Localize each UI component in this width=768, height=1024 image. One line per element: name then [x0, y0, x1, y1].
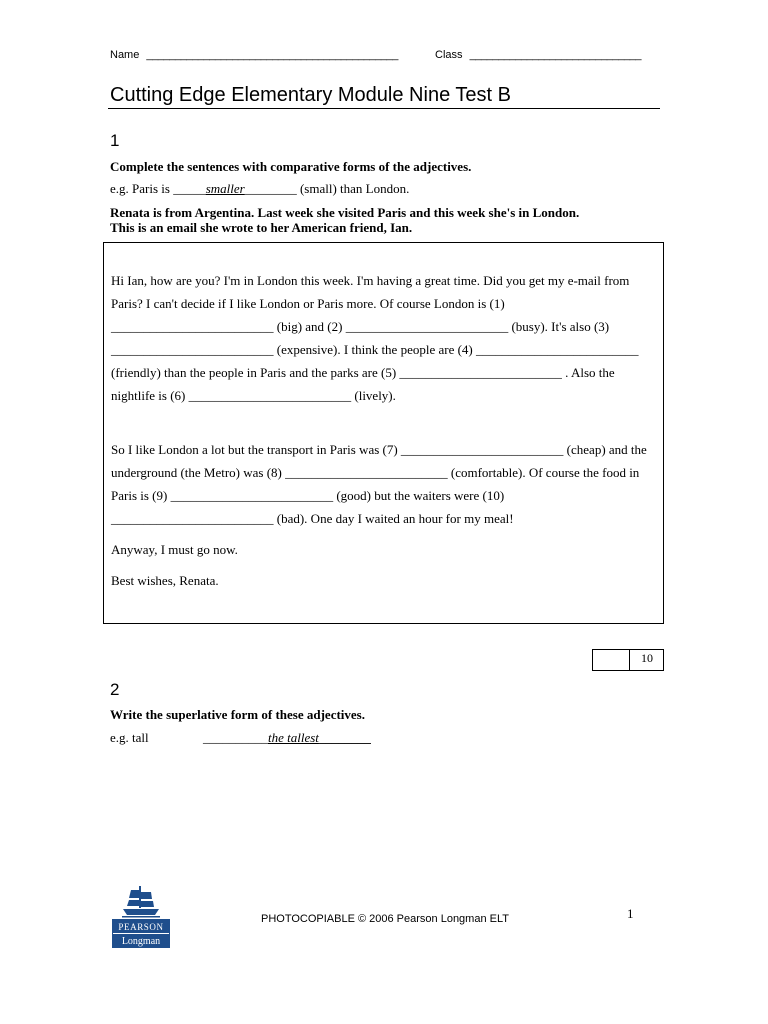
superlative-answer: the tallest	[268, 730, 319, 745]
pearson-longman-logo	[112, 884, 170, 948]
class-field	[435, 49, 641, 61]
name-line: ____________________________________________	[146, 49, 398, 61]
example-suffix: ________ (small) than London.	[244, 181, 410, 196]
section-1-example	[110, 181, 409, 197]
context-line-2: This is an email she wrote to her American friend, Ian.	[110, 220, 413, 235]
title-rule	[108, 108, 660, 109]
name-field	[110, 49, 398, 61]
score-divider	[629, 650, 630, 670]
section-2-example-label: e.g. tall	[110, 730, 149, 745]
name-label: Name	[110, 49, 140, 61]
score-value: 10	[641, 651, 653, 665]
email-paragraph-2: So I like London a lot but the transport in Paris was (7) _________________________ (cheap) and the underground (the Metro) was (8) _________________________ (comfortable). Of course the food in Paris is (9) _________________________ (good) but the waiters were (10) _________________________ (bad). One day I waited an hour for my meal!	[111, 442, 647, 527]
page-number: 1	[627, 906, 634, 921]
superlative-prefix: __________	[203, 730, 268, 745]
example-answer: smaller	[205, 181, 245, 196]
email-paragraph-4: Best wishes, Renata.	[111, 573, 219, 588]
section-2-number: 2	[110, 680, 120, 699]
email-box	[103, 242, 664, 624]
section-2-example	[203, 730, 371, 746]
example-prefix: e.g. Paris is _____	[110, 181, 206, 196]
ship-icon	[112, 884, 170, 948]
copyright-notice: PHOTOCOPIABLE © 2006 Pearson Longman ELT	[261, 913, 509, 925]
context-line-1: Renata is from Argentina. Last week she visited Paris and this week she's in London.	[110, 205, 580, 220]
email-paragraph-3: Anyway, I must go now.	[111, 542, 238, 557]
section-2-instruction: Write the superlative form of these adjectives.	[110, 707, 365, 722]
class-line: ______________________________	[469, 49, 642, 61]
page-title: Cutting Edge Elementary Module Nine Test B	[110, 84, 511, 106]
score-box	[592, 649, 664, 671]
email-paragraph-1: Hi Ian, how are you? I'm in London this week. I'm having a great time. Did you get my e-mail from Paris? I can't decide if I like London or Paris more. Of course London is (1) _________________________ (big) and (2) _________________________ (busy). It's also (3) _________________________ (expensive). I think the people are (4) _________________________ (friendly) than the people in Paris and the parks are (5) _________________________ . Also the nightlife is (6) _________________________ (lively).	[111, 273, 639, 404]
superlative-suffix: ________	[318, 730, 371, 745]
logo-text-longman: Longman	[121, 936, 161, 947]
logo-text-pearson: PEARSON	[118, 922, 164, 932]
class-label: Class	[435, 49, 463, 61]
section-1-instruction: Complete the sentences with comparative forms of the adjectives.	[110, 159, 472, 174]
section-1-number: 1	[110, 131, 120, 150]
